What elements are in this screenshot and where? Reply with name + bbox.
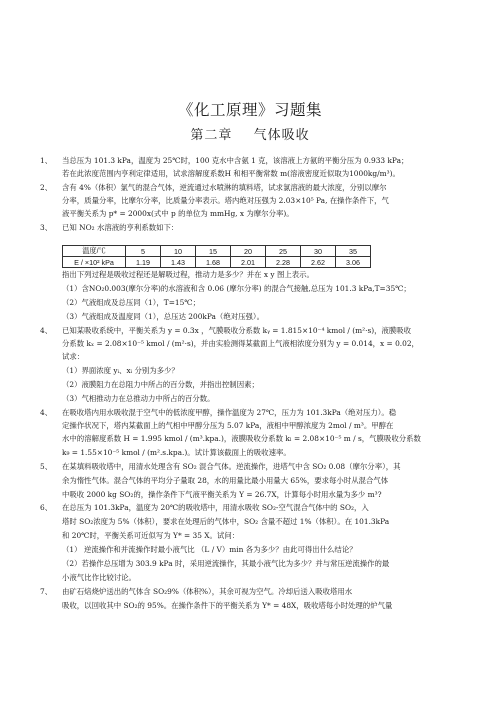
- problem-text: （2）气液组成及总压同（1），T=15℃；: [62, 298, 200, 307]
- problem-text: 小液气比作比较讨论。: [62, 573, 136, 582]
- chapter-number: 第二章: [190, 128, 233, 143]
- problem-text: （1） 逆流操作和并流操作时最小液气比 （L / V）min 各为多少？由此可得出什么结论？: [62, 545, 357, 554]
- problem-text: 由矿石焙烧炉送出的气体含 SO₂9%（体积%），其余可视为空气。冷却后送入吸收塔用水: [62, 587, 353, 596]
- problem-text: 分系数 kₓ = 2.08×10⁻⁵ kmol / (m²·s)，并由实验测得某截面上气液相浓度分别为 y = 0.014，x = 0.02，: [62, 339, 419, 348]
- chapter-heading: [0, 124, 500, 143]
- table-cell: 1.19: [126, 257, 161, 268]
- problem-text: （2）液膜阻力在总阻力中所占的百分数，并指出控制因素；: [62, 380, 259, 389]
- table-header-temperature: 温度/℃: [63, 246, 126, 257]
- problem-number: 6、: [40, 503, 53, 512]
- table-header-henry: E / ×10² kPa: [63, 257, 126, 268]
- problem-text: k₉ = 1.55×10⁻⁵ kmol / (m².s.kpa.)。试计算该截面上的吸收速率。: [62, 448, 291, 457]
- table-cell: 35: [336, 246, 371, 257]
- problem-text: 液平衡关系为 p* = 2000x(式中 p 的单位为 mmHg, x 为摩尔分率)。: [62, 209, 294, 218]
- problem-text: 余为惰性气体。混合气体的平均分子量取 28，水的用量比最小用量大 65%，要求每小时从混合气体: [62, 476, 389, 485]
- henry-coefficient-table: [62, 245, 371, 268]
- problem-number: 4、: [40, 326, 53, 335]
- table-cell: 1.43: [161, 257, 196, 268]
- problem-number: 1、: [40, 156, 53, 165]
- problem-number: 3、: [40, 223, 53, 232]
- problem-text: （1）界面浓度 yᵢ、xᵢ 分别为多少？: [62, 366, 179, 375]
- problem-number: 4、: [40, 408, 53, 417]
- table-cell: 2.62: [301, 257, 336, 268]
- document-title: 《化工原理》习题集: [177, 101, 322, 119]
- problem-text: 分率，质量分率，比摩尔分率，比质量分率表示。塔内绝对压强为 2.03×10⁵ Pa, 在操作条件下，气: [62, 196, 389, 205]
- table-row: [63, 246, 371, 257]
- problem-number: 7、: [40, 587, 53, 596]
- problem-text: （2）若操作总压增为 303.9 kPa 时，采用逆流操作，其最小液气比为多少？并与常压逆流操作的最: [62, 559, 390, 568]
- problem-number: 2、: [40, 183, 53, 192]
- problem-text: 在总压为 101.3kPa，温度为 20℃的吸收塔中，用清水吸收 SO₂-空气混合气体中的 SO₂，入: [62, 503, 369, 512]
- problem-text: 吸收，以回收其中 SO₂的 95%。在操作条件下的平衡关系为 Y* = 48X，吸收塔每小时处理的炉气量: [62, 601, 393, 610]
- problem-number: 5、: [40, 462, 53, 471]
- problem-text: 已知 NO₂ 水溶液的亨利系数如下：: [62, 223, 179, 232]
- table-cell: 15: [196, 246, 231, 257]
- problem-text: （3）气相推动力在总推动力中所占的百分数。: [62, 394, 215, 403]
- problem-text: 水中的溶解度系数 H = 1.995 kmol / (m³.kpa.)，液膜吸收分系数 kₗ = 2.08×10⁻⁵ m / s，气膜吸收分系数: [62, 434, 421, 443]
- problem-text: 已知某吸收系统中，平衡关系为 y = 0.3x ，气膜吸收分系数 kᵧ = 1.815×10⁻⁴ kmol / (m²·s)，液膜吸收: [62, 326, 412, 335]
- table-cell: 20: [231, 246, 266, 257]
- problem-text: 塔时 SO₂浓度为 5%（体积），要求在处理后的气体中，SO₂ 含量不超过 1%（体积）。在 101.3kPa: [62, 517, 390, 526]
- problem-text: 若在此浓度范围内亨利定律适用，试求溶解度系数H 和相平衡常数 m(溶液密度近似取为1000kg/m³)。: [62, 169, 400, 178]
- problem-text: 和 20℃时，平衡关系可近似写为 Y* = 35 X。试问：: [62, 531, 240, 540]
- table-row: [63, 257, 371, 268]
- problem-text: 当总压为 101.3 kPa，温度为 25℃时，100 克水中含氨 1 克，该溶液上方氨的平衡分压为 0.933 kPa；: [62, 156, 409, 165]
- problem-text: 指出下列过程是吸收过程还是解吸过程，推动力是多少？并在 x y 图上表示。: [62, 270, 314, 279]
- table-cell: 3.06: [336, 257, 371, 268]
- problem-text: 在吸收塔内用水吸收混于空气中的低浓度甲醇，操作温度为 27℃，压力为 101.3kPa（绝对压力）。稳: [62, 408, 397, 417]
- table-cell: 5: [126, 246, 161, 257]
- problem-text: 中吸收 2000 kg SO₂的，操作条件下气液平衡关系为 Y = 26.7X，计算每小时用水量为多少 m³?: [62, 490, 382, 499]
- problem-text: 试求：: [62, 352, 85, 361]
- table-cell: 1.68: [196, 257, 231, 268]
- problem-text: （3）气液组成及温度同（1），总压达 200kPa（绝对压强）。: [62, 312, 264, 321]
- problem-text: 含有 4%（体积）氯气的混合气体，逆流通过水喷淋的填料塔，试求氯溶液的最大浓度，分别以摩尔: [62, 183, 387, 192]
- problem-text: （1）含NO₂0.003(摩尔分率)的水溶液和含 0.06 (摩尔分率) 的混合气接触,总压为 101.3 kPa,T=35℃；: [62, 284, 411, 293]
- table-cell: 2.01: [231, 257, 266, 268]
- table-cell: 2.28: [266, 257, 301, 268]
- problem-text: 在某填料吸收塔中，用清水处理含有 SO₂ 混合气体。逆流操作，进塔气中含 SO₂ 0.08（摩尔分率），其: [62, 462, 401, 471]
- problem-text: 定操作状况下，塔内某截面上的气相中甲醇分压为 5.07 kPa，液相中甲醇浓度为 2mol / m³。甲醇在: [62, 421, 394, 430]
- table-cell: 30: [301, 246, 336, 257]
- table-cell: 10: [161, 246, 196, 257]
- table-cell: 25: [266, 246, 301, 257]
- chapter-title: 气体吸收: [253, 128, 310, 143]
